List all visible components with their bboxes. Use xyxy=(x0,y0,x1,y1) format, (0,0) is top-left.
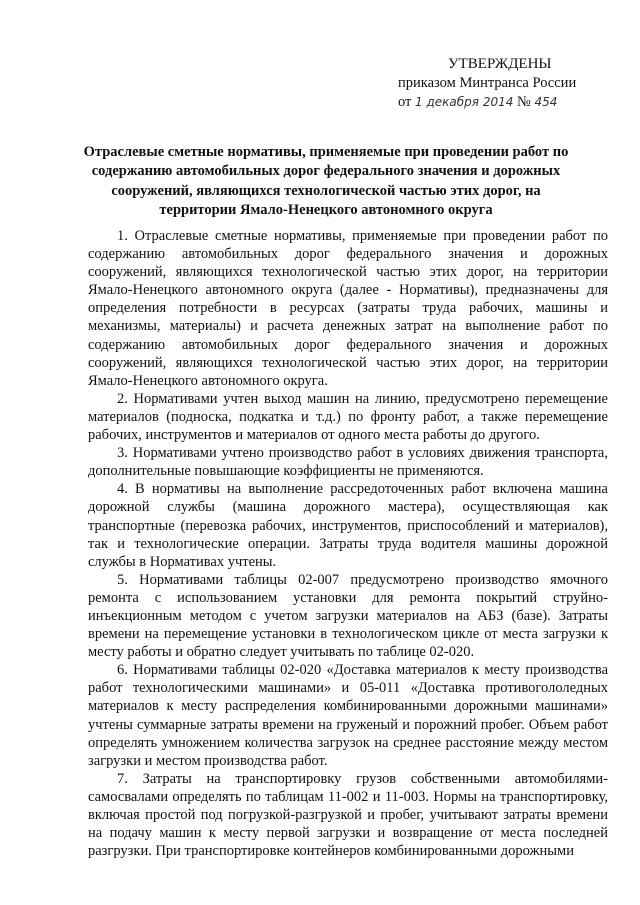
paragraph: 5. Нормативами таблицы 02-007 предусмотрено производство ямочного ремонта с использованием установки для ремонта покрытий струйно-инъекционным методом с учетом загрузки материалов на АБЗ (базе). Затраты времени на перемещение установки в технологическом цикле от места загрузки к месту работы и обратно следует учитывать по таблице 02-020. xyxy=(88,571,608,661)
paragraph: 4. В нормативы на выполнение рассредоточенных работ включена машина дорожной службы (машина дорожного мастера), осуществляющая как транспортные (перевозка рабочих, инструментов, приспособлений и материалов), так и технологические операции. Затраты труда водителя машины дорожной службы в Нормативах учтены. xyxy=(88,481,608,570)
paragraph: 3. Нормативами учтено производство работ в условиях движения транспорта, дополнительные повышающие коэффициенты не применяются. xyxy=(88,445,608,480)
approval-block xyxy=(398,55,618,112)
handwritten-number: 454 xyxy=(534,95,558,109)
handwritten-date: 1 декабря 2014 xyxy=(415,95,514,109)
paragraph: 2. Нормативами учтен выход машин на линию, предусмотрено перемещение материалов (подноска, подкатка и т.д.) по фронту работ, а также перемещение рабочих, инструментов и материалов от одного места работы до другого. xyxy=(88,390,608,444)
approval-order-line: приказом Минтранса России xyxy=(398,75,577,91)
approval-heading: УТВЕРЖДЕНЫ xyxy=(448,56,552,72)
document-body xyxy=(88,227,608,860)
number-prefix: № xyxy=(516,94,531,110)
date-prefix: от xyxy=(398,94,412,110)
paragraph: 6. Нормативами таблицы 02-020 «Доставка материалов к месту производства работ технологическими машинами» и 05-011 «Доставка противогололедных материалов к месту распределения комбинированными дорожными машинами» учтены суммарные затраты времени на груженый и порожний пробег. Объем работ определять умножением количества загрузок на среднее расстояние между местом загрузки и местом производства работ. xyxy=(88,662,608,769)
approval-date-line xyxy=(398,93,618,112)
paragraph: 7. Затраты на транспортировку грузов собственными автомобилями-самосвалами определять по таблицам 11-002 и 11-003. Нормы на транспортировку, включая простой под погрузкой-разгрузкой и пробег, учитывают затраты времени на подачу машин к месту первой загрузки и возвращение от места последней разгрузки. При транспортировке контейнеров комбинированными дорожными xyxy=(88,770,608,860)
document-title: Отраслевые сметные нормативы, применяемые при проведении работ по содержанию автомобильных дорог федерального значения и дорожных сооружений, являющихся технологической частью этих дорог, на территории Ямало-Ненецкого автономного округа xyxy=(83,144,569,219)
paragraph: 1. Отраслевые сметные нормативы, применяемые при проведении работ по содержанию автомобильных дорог федерального значения и дорожных сооружений, являющихся технологической частью этих дорог, на территории Ямало-Ненецкого автономного округа (далее - Нормативы), предназначены для определения потребности в ресурсах (затраты труда рабочих, машины и механизмы, материалы) и расчета денежных затрат на выполнение работ по содержанию автомобильных дорог федерального значения и дорожных сооружений, являющихся технологической частью этих дорог, на территории Ямало-Ненецкого автономного округа. xyxy=(88,228,608,389)
